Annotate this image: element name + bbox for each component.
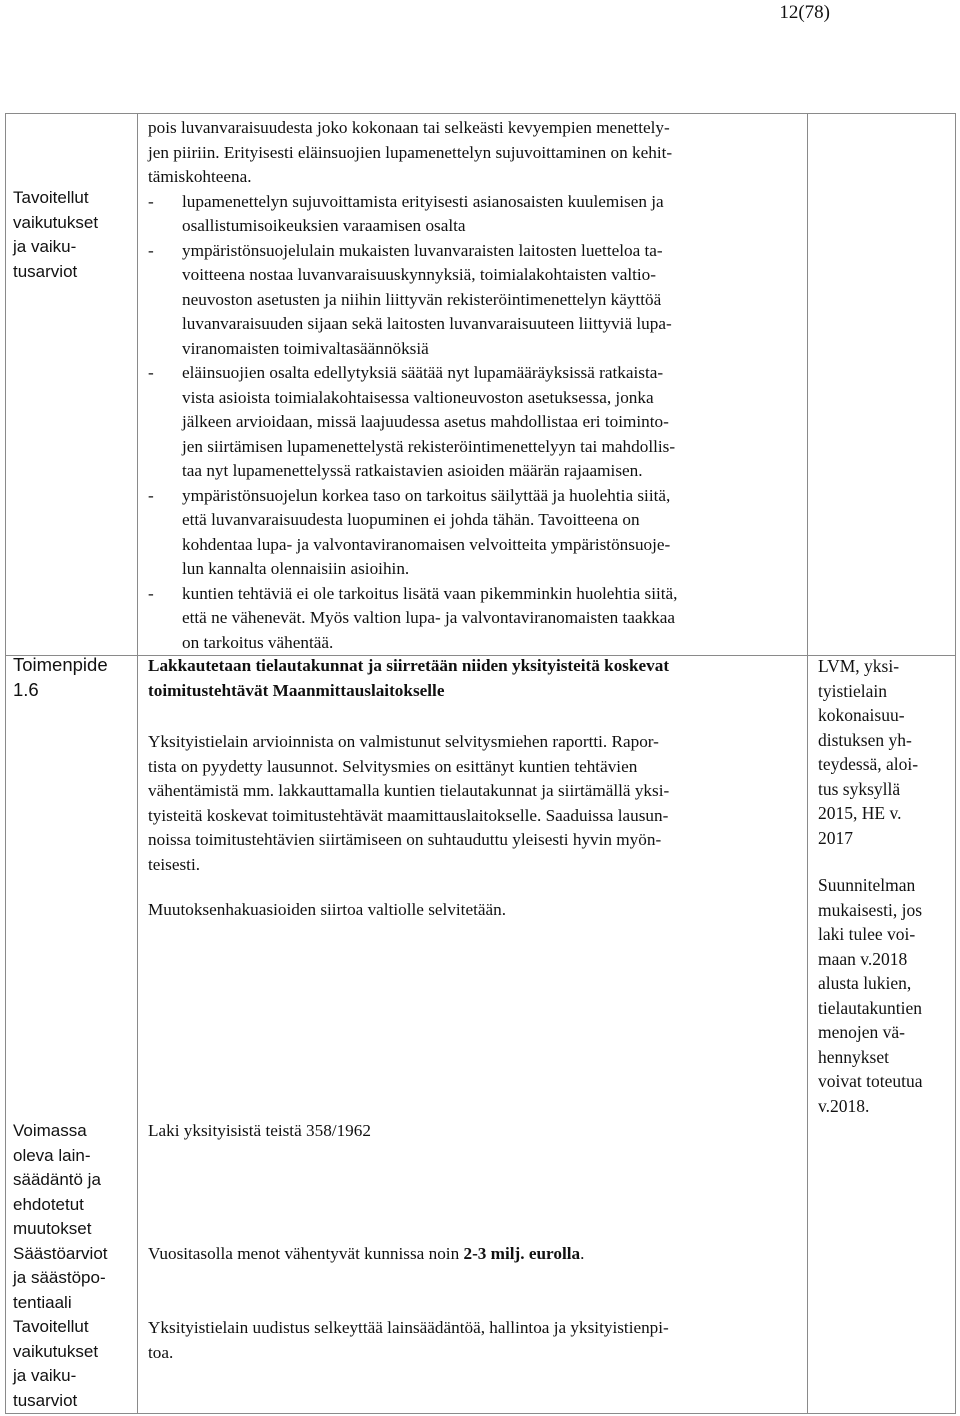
bullet-item: - eläinsuojien osalta edellytyksiä säätää nyt lupamääräyksissä ratkaista- vista asioista toimialakohtaisessa valtioneuvoston asetuksessa, jonka jälkeen arvioidaan, missä laajuudessa asetus mahdollistaa eri toiminto- jen siirtämisen lupamenettelystä rekisteröintimenettelyyn tai mahdollis- taa nyt lupamenettelyssä ratkaistavien asioiden määrän rajaamisen. [148, 363, 676, 480]
bullet-item: - kuntien tehtäviä ei ole tarkoitus lisätä vaan pikemminkin huolehtia siitä, että ne vähenevät. Myös valtion lupa- ja valvontaviranomaisten taakkaa on tarkoitus vähentää. [148, 583, 678, 652]
page-number: 12(78) [779, 2, 830, 23]
savings-text: Vuositasolla menot vähentyvät kunnissa noin 2-3 milj. eurolla. [148, 1244, 585, 1263]
column-divider [807, 114, 808, 1413]
impacts-text: Yksityistielain uudistus selkeyttää lainsäädäntöä, hallintoa ja yksityistienpi- toa. [148, 1318, 669, 1362]
implementation-note: Suunnitelman mukaisesti, jos laki tulee voi- maan v.2018 alusta lukien, tielautakuntien menojen vä- hennykset voivat toteutua v.2018. [818, 875, 923, 1116]
legislation-text: Laki yksityisistä teistä 358/1962 [148, 1121, 371, 1140]
top-text-block: pois luvanvaraisuudesta joko kokonaan tai selkeästi kevyempien menettely- jen piiriin. Erityisesti eläinsuojien lupamenettelyn sujuvoittaminen on kehit- tämiskohteena. - lupamenettelyn sujuvoittamista erityisesti asianosaisten kuulemisen ja osallistumisoikeuksien varaamisen osalta - ympäristönsuojelulain mukaisten luvanvaraisten laitosten luetteloa ta- voitteena nostaa luvanvaraisuuskynnyksiä, toimialakohtaisten valtio- neuvoston asetusten ja niihin liittyvän rekisteröintimenettelyn käyttöä luvanvaraisuuden sijaan sekä laitosten luvanvaraisuuteen liittyviä lupa- viranomaisten toimivaltasäännöksiä - eläinsuojien osalta edellytyksiä säätää nyt lupamääräyksissä ratkaista- vista asioista toimialakohtaisessa valtioneuvoston asetuksessa, jonka jälkeen arvioidaan, missä laajuudessa asetus mahdollistaa eri toiminto- jen siirtämisen lupamenettelystä rekisteröintimenettelyyn tai mahdollis- taa nyt lupamenettelyssä ratkaistavien asioiden määrän rajaamisen. - ympäristönsuojelun korkea taso on tarkoitus säilyttää ja huolehtia siitä, että luvanvaraisuudesta luopuminen ei johda tähän. Tavoitteena on kohdentaa lupa- ja valvontaviranomaisen velvoitteita ympäristönsuoje- lun kannalta olennaisiin asioihin. - kuntien tehtäviä ei ole tarkoitus lisätä vaan pikemminkin huolehtia siitä, että ne vähenevät. Myös valtion lupa- ja valvontaviranomaisten taakkaa on tarkoitus vähentää. [148, 116, 788, 655]
label-legislation-savings-impacts: Voimassa oleva lain- säädäntö ja ehdotetut muutokset Säästöarviot ja säästöpo- tentiaali Tavoitellut vaikutukset ja vaiku- tusarviot [13, 1121, 108, 1410]
measure-note: Muutoksenhakuasioiden siirtoa valtiolle selvitetään. [148, 900, 506, 919]
measure-title: Lakkautetaan tielautakunnat ja siirretään niiden yksityisteitä koskevat toimitustehtävät Maanmittauslaitokselle [148, 656, 670, 700]
bullet-item: - ympäristönsuojelulain mukaisten luvanvaraisten laitosten luetteloa ta- voitteena nostaa luvanvaraisuuskynnyksiä, toimialakohtaisten valtio- neuvoston asetusten ja niihin liittyvän rekisteröintimenettelyn käyttöä luvanvaraisuuden sijaan sekä laitosten luvanvaraisuuteen liittyviä lupa- viranomaisten toimivaltasäännöksiä [148, 240, 672, 358]
label-target-impacts-1: Tavoitellut vaikutukset ja vaiku- tusarviot [13, 188, 99, 281]
bullet-item: - lupamenettelyn sujuvoittamista erityisesti asianosaisten kuulemisen ja osallistumisoikeuksien varaamisen osalta [148, 191, 664, 235]
label-measure-heading: Toimenpide 1.6 [13, 654, 108, 700]
responsible-schedule: LVM, yksi- tyistielain kokonaisuu- distuksen yh- teydessä, aloi- tus syksyllä 2015, HE v. 2017 [818, 656, 919, 848]
bullet-item: - ympäristönsuojelun korkea taso on tarkoitus säilyttää ja huolehtia siitä, että luvanvaraisuudesta luopuminen ei johda tähän. Tavoitteena on kohdentaa lupa- ja valvontaviranomaisen velvoitteita ympäristönsuoje- lun kannalta olennaisiin asioihin. [148, 485, 671, 578]
measure-paragraph: Yksityistielain arvioinnista on valmistunut selvitysmiehen raportti. Rapor- tista on pyydetty lausunnot. Selvitysmies on esittänyt kuntien tehtävien vähentämistä mm. lakkauttamalla kuntien tielautakunnat ja siirtämällä yksi- tyisteitä koskevat toimitustehtävät maamittauslaitokselle. Saaduissa lausun- noissa toimitustehtävien siirtämiseen on suhtauduttu yleisesti hyvin myön- teisesti. [148, 732, 670, 874]
column-divider [137, 114, 138, 1413]
